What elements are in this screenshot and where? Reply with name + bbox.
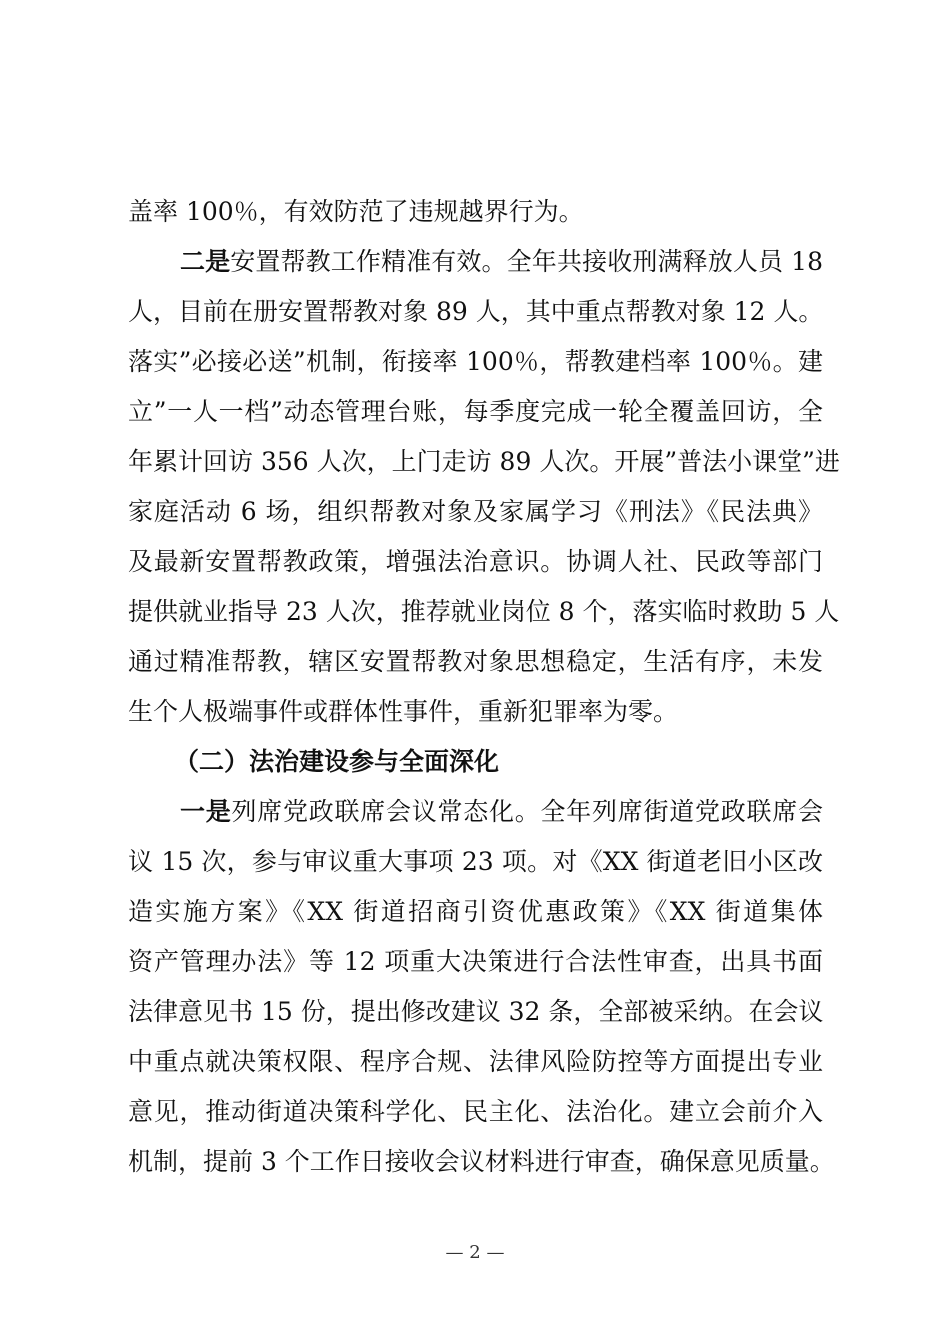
line-text: 资产管理办法》等 12 项重大决策进行合法性审查，出具书面 <box>128 947 823 976</box>
line-text: 意见，推动街道决策科学化、民主化、法治化。建立会前介入 <box>128 1097 823 1126</box>
line-text: 立”一人一档”动态管理台账，每季度完成一轮全覆盖回访，全 <box>128 397 823 426</box>
line-text: 落实”必接必送”机制，衔接率 100％，帮教建档率 100％。建 <box>128 347 823 376</box>
line-text: 人，目前在册安置帮教对象 89 人，其中重点帮教对象 12 人。 <box>128 297 824 326</box>
text-line <box>128 937 823 987</box>
section-heading: （二）法治建设参与全面深化 <box>174 747 500 776</box>
text-line <box>128 437 840 487</box>
line-text: 家庭活动 6 场，组织帮教对象及家属学习《刑法》《民法典》 <box>128 497 823 526</box>
text-line <box>128 637 823 687</box>
document-body <box>128 187 840 1187</box>
text-line <box>128 1087 823 1137</box>
line-text: 机制，提前 3 个工作日接收会议材料进行审查，确保意见质量。 <box>128 1147 835 1176</box>
paragraph-lead: 一是 <box>180 797 232 826</box>
text-line <box>128 587 840 637</box>
line-text: 提供就业指导 23 人次，推荐就业岗位 8 个，落实临时救助 5 人 <box>128 597 840 626</box>
text-line <box>128 287 823 337</box>
line-text: 议 15 次，参与审议重大事项 23 项。对《XX 街道老旧小区改 <box>128 847 823 876</box>
text-line <box>128 1037 823 1087</box>
line-text: 中重点就决策权限、程序合规、法律风险防控等方面提出专业 <box>128 1047 823 1076</box>
line-text: 通过精准帮教，辖区安置帮教对象思想稳定，生活有序，未发 <box>128 647 823 676</box>
line-text: 盖率 100％，有效防范了违规越界行为。 <box>128 197 584 226</box>
line-text: 造实施方案》《XX 街道招商引资优惠政策》《XX 街道集体 <box>128 897 823 926</box>
text-line <box>128 687 823 737</box>
text-line <box>128 1137 835 1187</box>
text-line <box>128 187 823 237</box>
text-line <box>128 387 823 437</box>
text-line <box>128 337 823 387</box>
text-line <box>128 487 823 537</box>
line-text: 年累计回访 356 人次，上门走访 89 人次。开展”普法小课堂”进 <box>128 447 840 476</box>
line-text: 列席党政联席会议常态化。全年列席街道党政联席会 <box>231 797 823 826</box>
text-line <box>128 237 823 287</box>
line-text: 安置帮教工作精准有效。全年共接收刑满释放人员 18 <box>230 247 823 276</box>
text-line <box>128 837 823 887</box>
line-text: 生个人极端事件或群体性事件，重新犯罪率为零。 <box>128 697 679 726</box>
line-text: 法律意见书 15 份，提出修改建议 32 条，全部被采纳。在会议 <box>128 997 824 1026</box>
text-line <box>128 987 823 1037</box>
paragraph-lead: 二是 <box>180 247 231 276</box>
text-line <box>128 887 823 937</box>
text-line <box>128 787 823 837</box>
line-text: 及最新安置帮教政策，增强法治意识。协调人社、民政等部门 <box>128 547 823 576</box>
text-line <box>128 537 823 587</box>
page-number: — 2 — <box>445 1242 505 1263</box>
